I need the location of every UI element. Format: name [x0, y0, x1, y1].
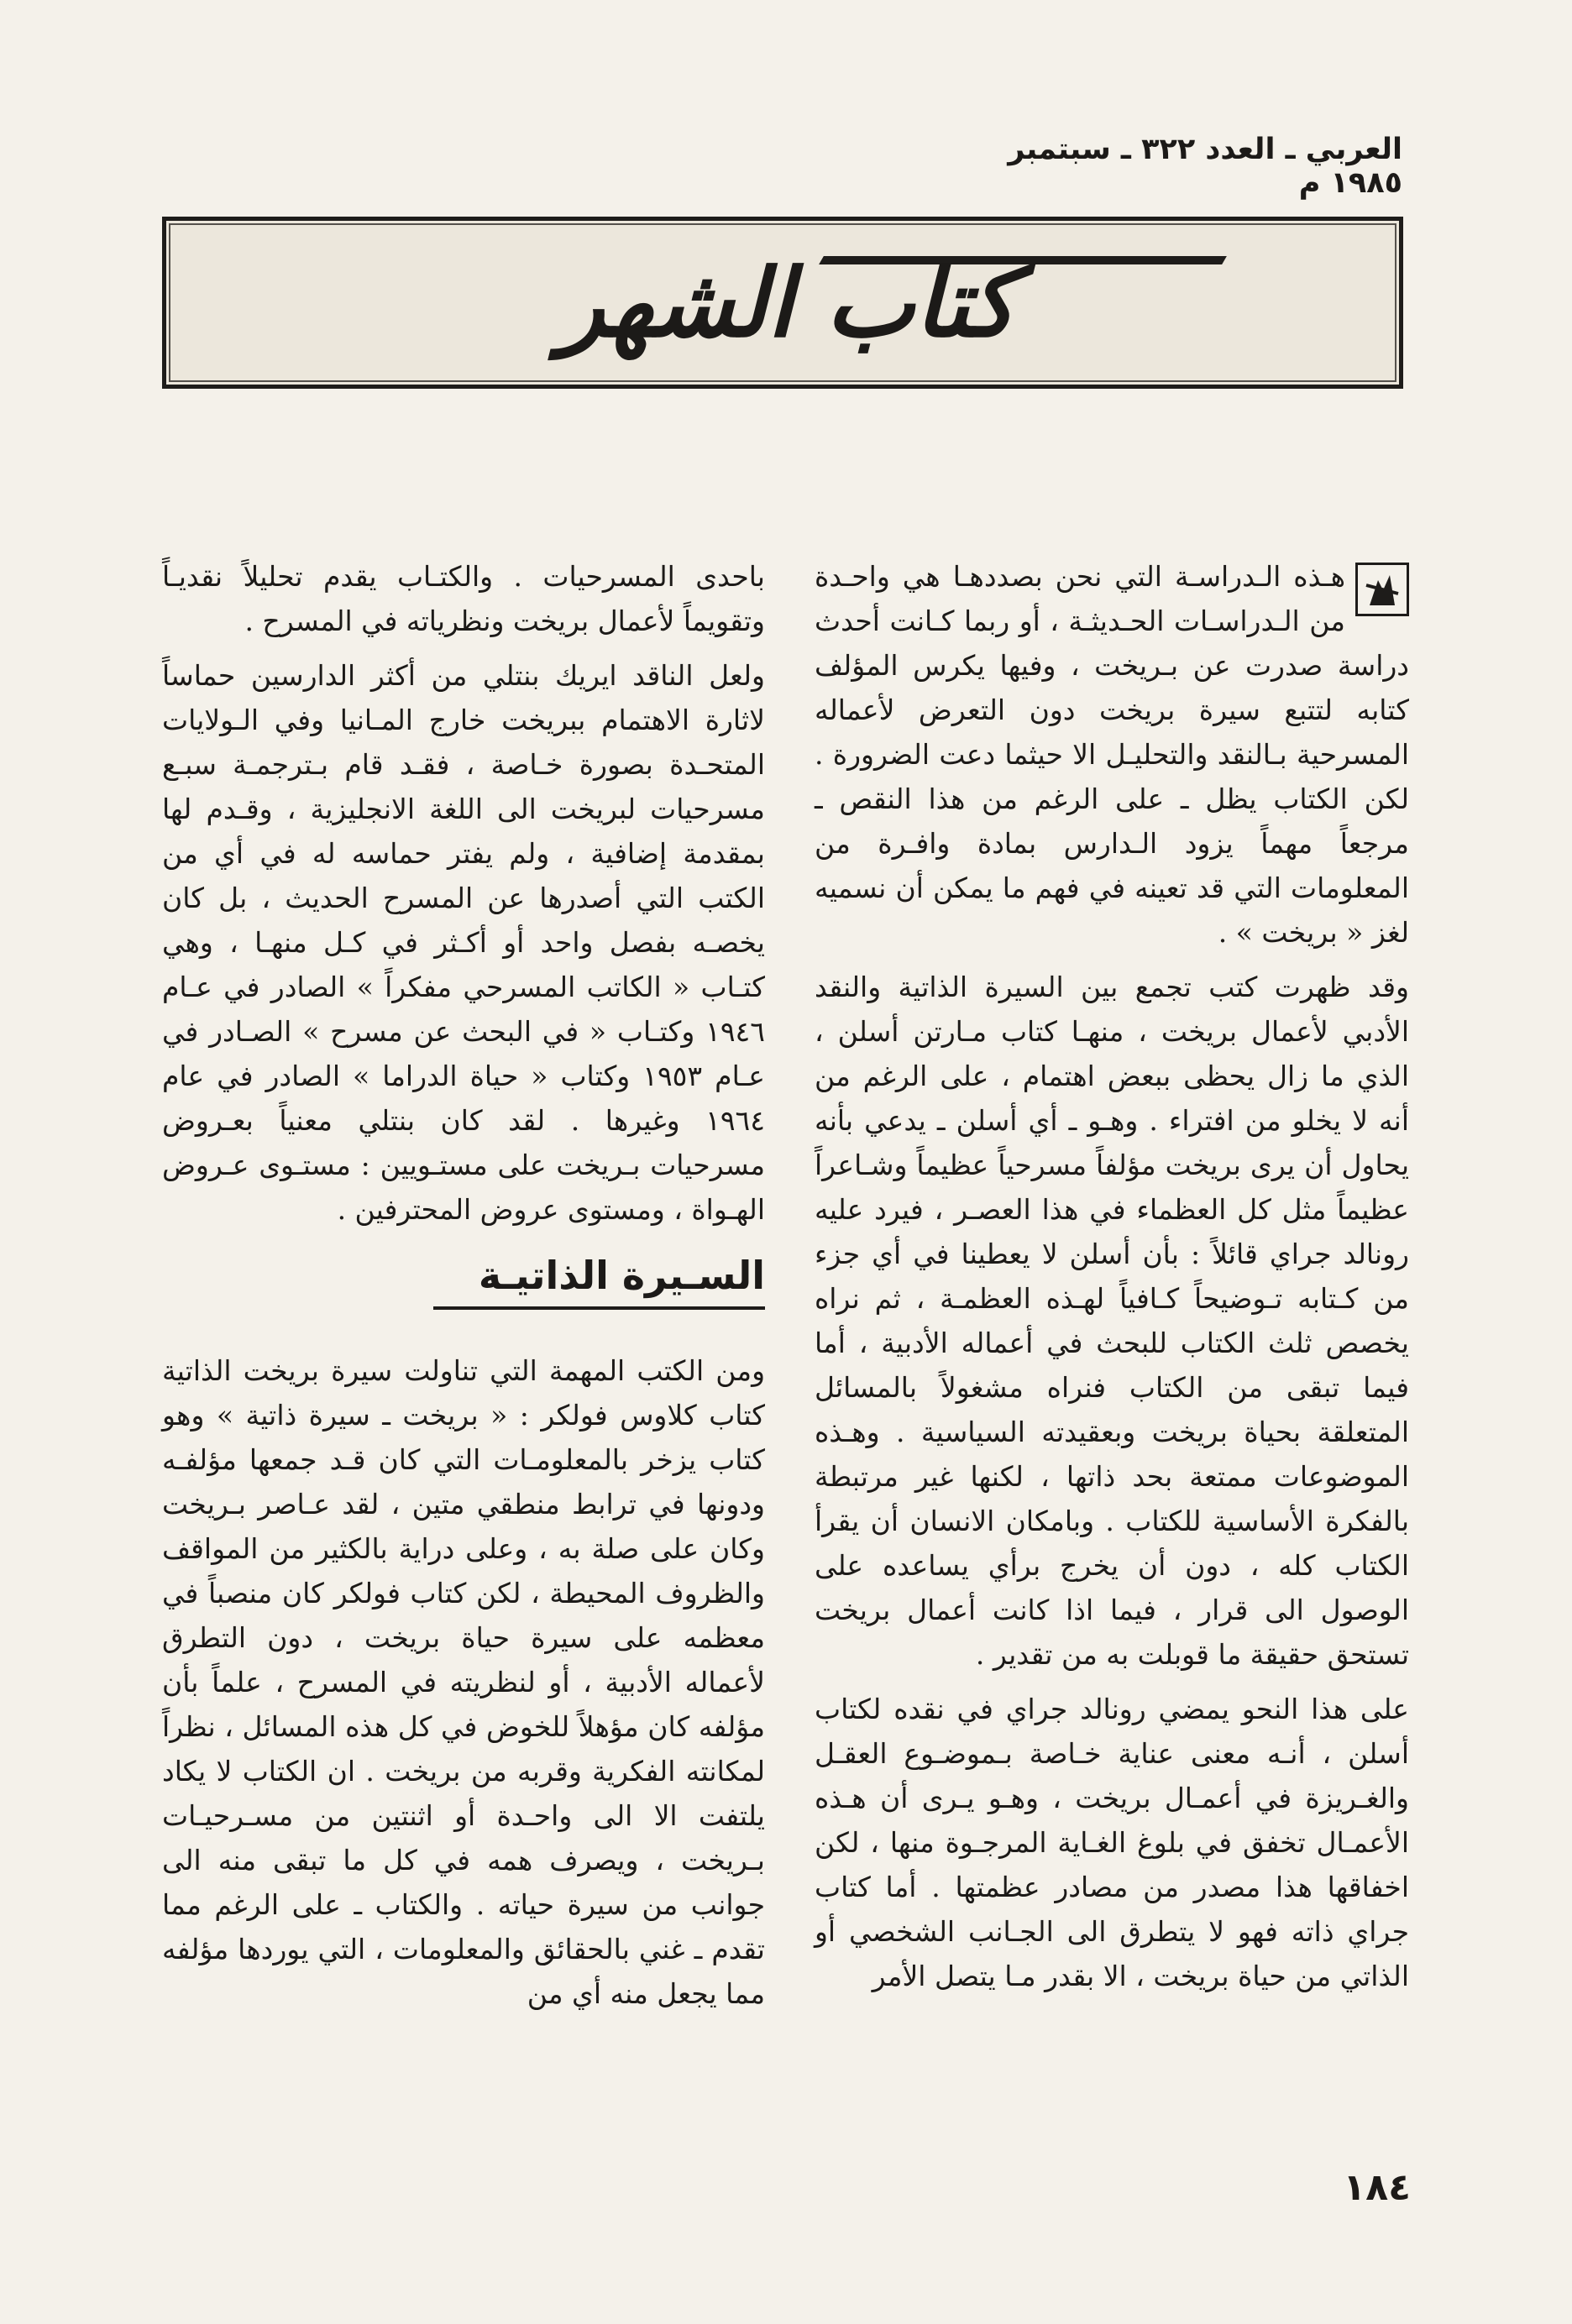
title-box: [162, 217, 1403, 389]
article-emblem-icon: [1355, 563, 1409, 616]
publication-header: العربي ـ العدد ٣٢٢ ـ سبتمبر ١٩٨٥ م: [1008, 133, 1402, 200]
article-paragraph: على هذا النحو يمضي رونالد جراي في نقده لكتاب أسلن ، أنـه معنى عناية خـاصة بـموضـوع العقـل والغـريزة في أعمـال بريخت ، وهـو يـرى أن هـذه الأعمـال تخفق في بلوغ الغـاية المرجـوة منها ، لكن اخفاقها هذا مصدر من مصادر عظمتها . أما كتاب جراي ذاته فهو لا يتطرق الى الجـانب الشخصي أو الذاتي من حياة بريخت ، الا بقدر مـا يتصل الأمر: [815, 1693, 1409, 1992]
page-number: ١٨٤: [1343, 2166, 1411, 2209]
article-paragraph: ومن الكتب المهمة التي تناولت سيرة بريخت الذاتية كتاب كلاوس فولكر : « بريخت ـ سيرة ذاتية » وهو كتاب يزخر بالمعلومـات التي كان قـد جمعها مؤلفـه ودونها في ترابط منطقي متين ، لقد عـاصر بـريخت وكان على صلة به ، وعلى دراية بالكثير من المواقف والظروف المحيطة ، لكن كتاب فولكر كان منصباً في معظمه على سيرة حياة بريخت ، دون التطرق لأعماله الأدبية ، أو لنظريته في المسرح ، علماً بأن مؤلفه كان مؤهلاً للخوض في كل هذه المسائل ، نظراً لمكانته الفكرية وقربه من بريخت . ان الكتاب لا يكاد يلتفت الا الى واحـدة أو اثنتين من مسـرحيـات بـريخت ، ويصرف همه في كل ما تبقى منه الى جوانب من سيرة حياته . والكتاب ـ على الرغم مما تقدم ـ غني بالحقائق والمعلومات ، التي يوردها مؤلفه مما يجعل منه أي من: [162, 1354, 765, 2010]
article-paragraph: [815, 554, 1409, 955]
article-paragraph: وقد ظهرت كتب تجمع بين السيرة الذاتية والنقد الأدبي لأعمال بريخت ، منهـا كتاب مـارتن أسلن ، الذي ما زال يحظى ببعض اهتمام ، على الرغم من أنه لا يخلو من افتراء . وهـو ـ أي أسلن ـ يدعي بأنه يحاول أن يرى بريخت مؤلفاً مسرحياً عظيماً وشـاعراً عظيماً مثل كل العظماء في هذا العصـر ، فيرد عليه رونالد جراي قائلاً : بأن أسلن لا يعطينا في أي جزء من كـتابه تـوضيحاً كـافياً لهـذه العظمـة ، ثم نراه يخصص ثلث الكتاب للبحث في أعماله الأدبية ، أما فيما تبقى من الكتاب فنراه مشغولاً بالمسائل المتعلقة بحياة بريخت وبعقيدته السياسية . وهـذه الموضوعات ممتعة بحد ذاتها ، لكنها غير مرتبطة بالفكرة الأساسية للكتاب . وبامكان الانسان أن يقرأ الكتاب كله ، دون أن يخرج برأي يساعده على الوصول الى قرار ، فيما اذا كانت أعمال بريخت تستحق حقيقة ما قوبلت به من تقدير .: [815, 971, 1409, 1671]
article-paragraph: باحدى المسرحيات . والكتـاب يقدم تحليلاً نقديـاً وتقويماً لأعمال بريخت ونظرياته في المسرح .: [162, 560, 765, 637]
paragraph-text: هـذه الـدراسـة التي نحن بصددهـا هي واحـدة من الـدراسـات الحـديثـة ، أو ربما كـانت أحدث دراسة صدرت عن بـريخت ، وفيها يكرس المؤلف كتابه لتتبع سيرة بريخت دون التعرض لأعماله المسرحية بـالنقد والتحليـل الا حيثما دعت الضرورة . لكن الكتاب يظل ـ على الرغم من هذا النقص ـ مرجعاً مهماً يزود الـدارس بمادة وافـرة من المعلومات التي قد تعينه في فهم ما يمكن أن نسميه لغز « بريخت » .: [815, 560, 1409, 949]
section-title: كتاب الشهر: [558, 249, 1017, 359]
section-heading: السـيرة الذاتيـة: [433, 1254, 765, 1310]
article-column-left: [162, 554, 765, 2026]
section-heading-wrapper: [162, 1254, 765, 1310]
article-paragraph: ولعل الناقد ايريك بنتلي من أكثر الدارسين حماساً لاثارة الاهتمام ببريخت خارج المـانيا وفي الـولايات المتحـدة بصورة خـاصة ، فقـد قام بـترجمـة سبـع مسرحيات لبريخت الى اللغة الانجليزية ، وقـدم لها بمقدمة إضافية ، ولم يفتر حماسه له في أي من الكتب التي أصدرها عن المسرح الحديث ، بل كان يخصـه بفصل واحد أو أكـثر في كـل منهـا ، وهي كتـاب « الكاتب المسرحي مفكراً » الصادر في عـام ١٩٤٦ وكتـاب « في البحث عن مسرح » الصـادر في عـام ١٩٥٣ وكتاب « حياة الدراما » الصادر في عام ١٩٦٤ وغيرها . لقد كان بنتلي معنياً بعـروض مسرحيات بـريخت على مستـويين : مستـوى عـروض الهـواة ، ومستوى عروض المحترفين .: [162, 659, 765, 1226]
article-column-right: [815, 554, 1409, 2008]
